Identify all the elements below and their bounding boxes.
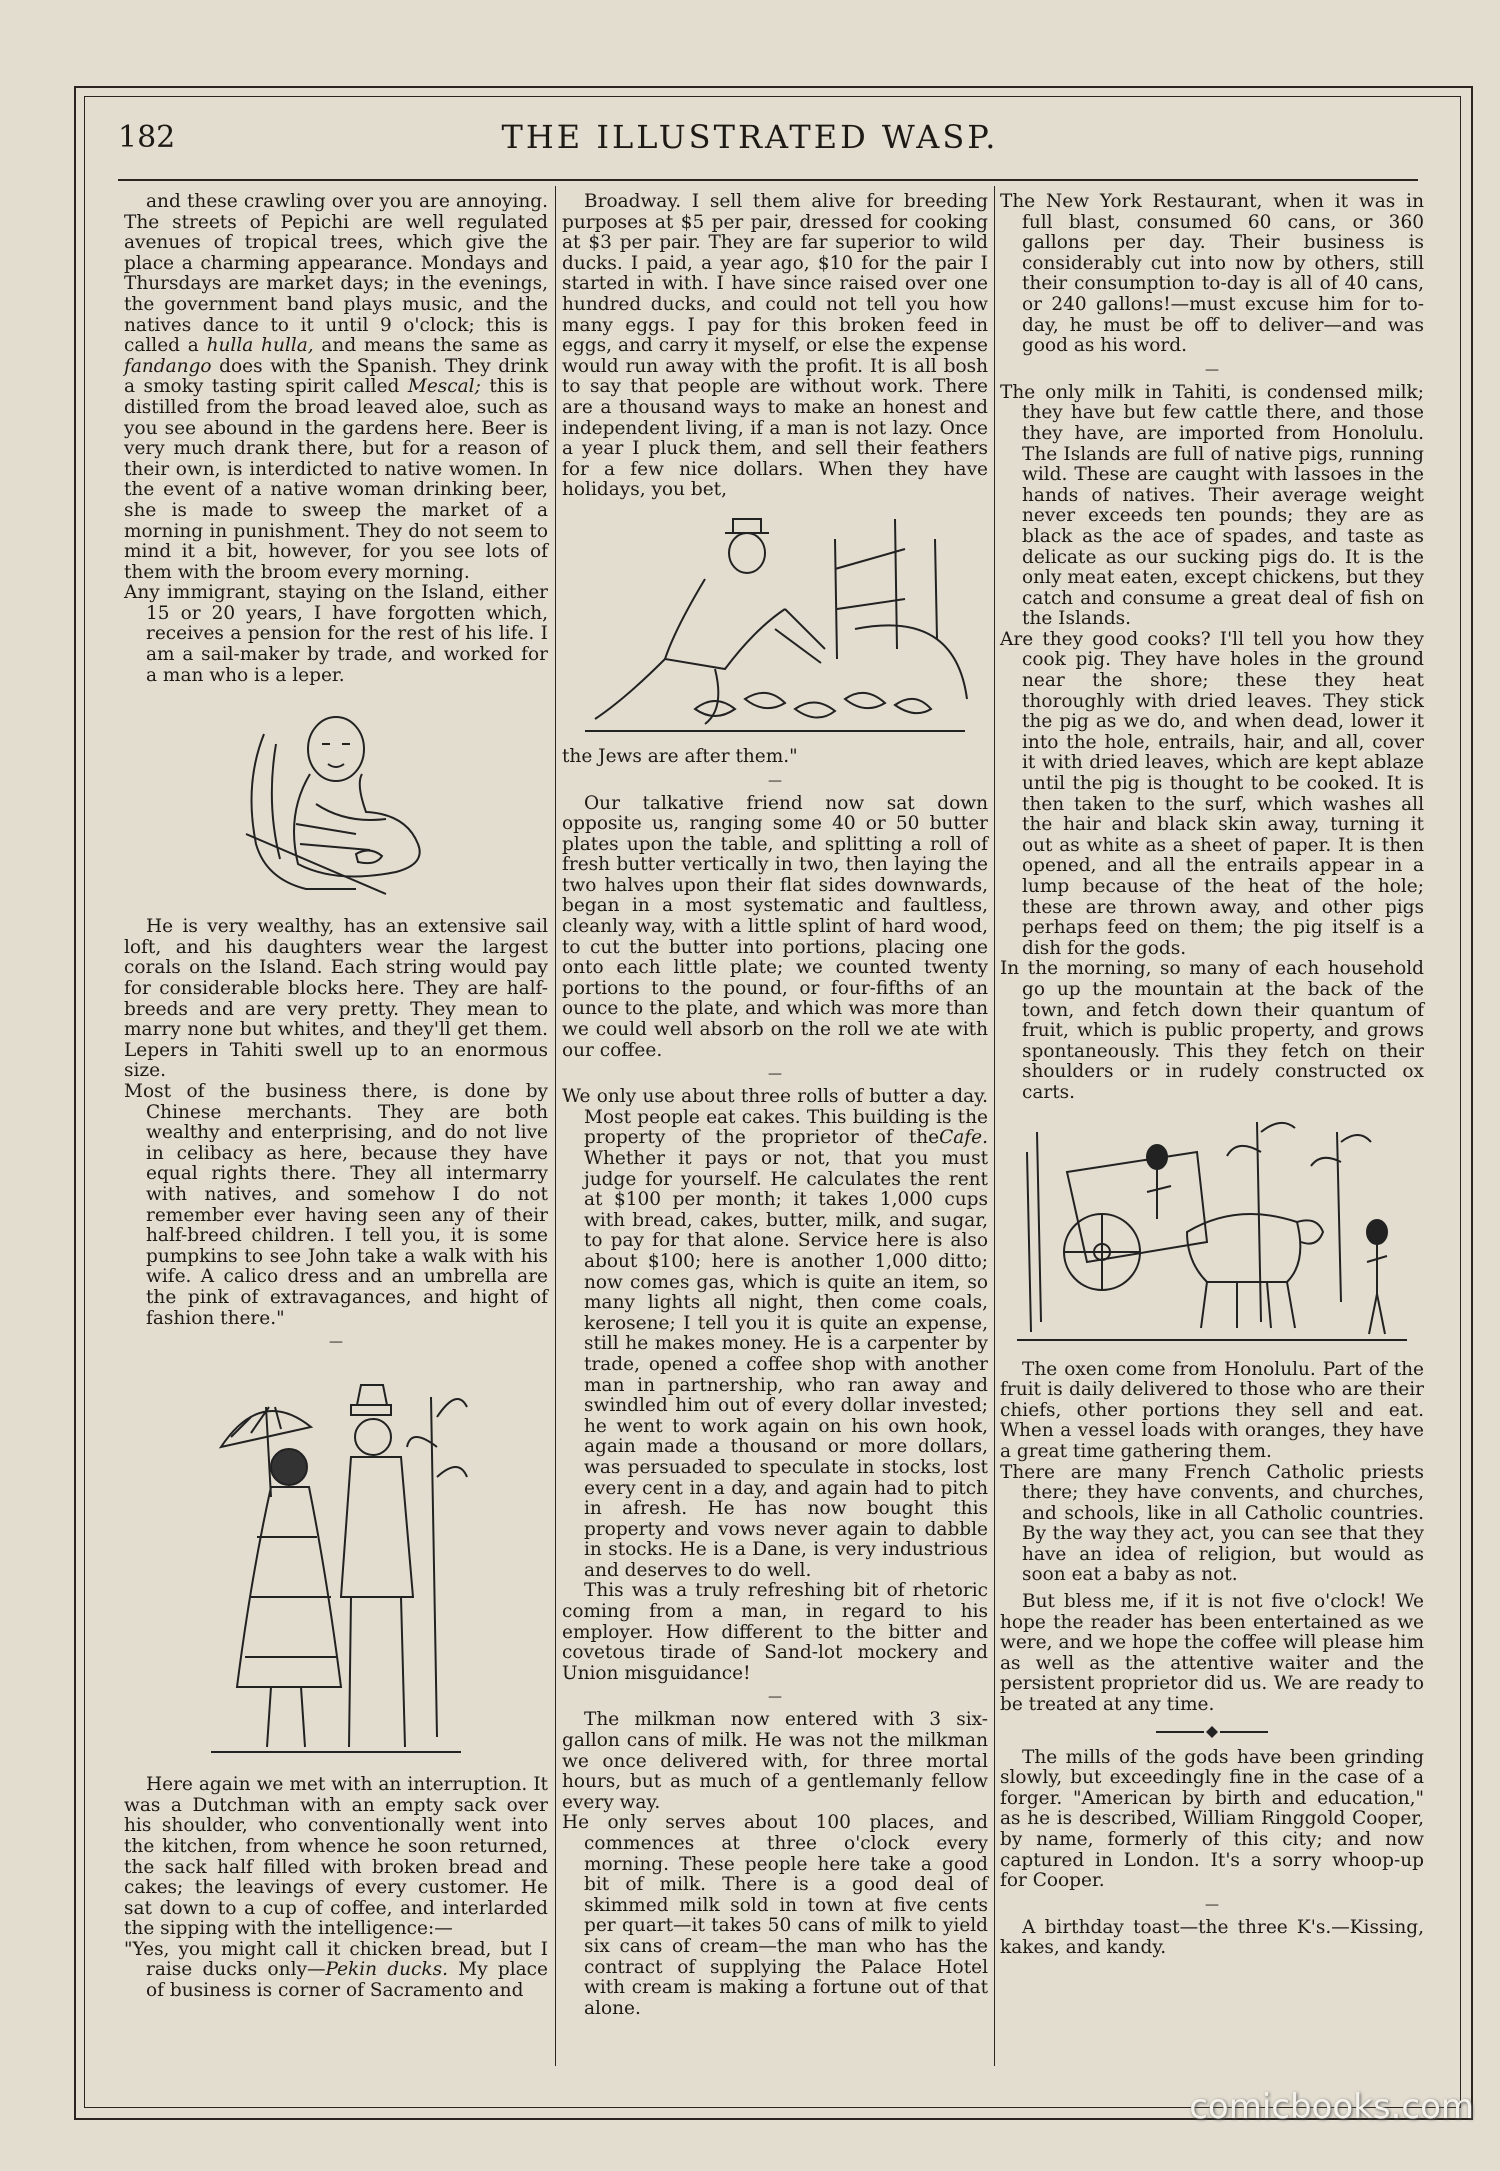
column-2: [562, 192, 988, 2019]
chinese-couple-illustration: [201, 1357, 471, 1767]
paragraph: Most of the business there, is done by Chinese merchants. They are both wealthy and enterprising, and do not live in celibacy as here, because they have equal rights there. They all intermarry with natives, and somehow I do not remember ever having seen any of their half-breed children. I tell you, it is some pumpkins to see John take a walk with his wife. A calico dress and an umbrella are the pink of extravagances, and hight of fashion there.": [124, 1081, 548, 1329]
paragraph: Our talkative friend now sat down opposite us, ranging some 40 or 50 butter plates upon the table, and splitting a roll of fresh butter vertically in two, then laying the two halves upon their flat sides downwards, began in a most systematic and faultless, cleanly way, with a little splint of hard wood, to cut the butter into portions, placing one onto each little plate; we counted twenty portions to the pound, or four-fifths of an ounce to the plate, and which was more than we could well absorb on the roll we ate with our coffee.: [562, 792, 988, 1061]
paragraph: We only use about three rolls of butter a day. Most people eat cakes. This building is the property of the proprietor of theCafe. Whether it pays or not, that you must judge for yourself. He calculates the rent at $100 per month; it takes 1,000 cups with bread, cakes, butter, milk, and sugar, to pay for that alone. Service here is also about $100; here is another 1,000 ditto; now comes gas, which is quite an item, so many lights all night, then come coals, kerosene; I tell you it is quite an expense, still he makes money. He is a carpenter by trade, opened a coffee shop with another man in partnership, who ran away and swindled him out of every dollar invested; he went to work again on his own hook, again made a thousand or more dollars, was persuaded to speculate in stocks, lost every cent in a day, and again had to pitch in afresh. He has now bought this property and vows never again to dabble in stocks. He is a Dane, is very industrious and deserves to do well.: [562, 1086, 988, 1581]
section-dash: —: [768, 1689, 782, 1706]
section-dash: —: [1205, 1896, 1219, 1913]
ornamental-divider: [1152, 1724, 1272, 1740]
section-dash: —: [768, 772, 782, 789]
section-dash: —: [329, 1334, 343, 1351]
paragraph: Broadway. I sell them alive for breeding purposes at $5 per pair, dressed for cooking at $3 per pair. They are far superior to wild ducks. I paid, a year ago, $10 for the pair I started in with. I have since raised over one hundred ducks, and could not tell you how many eggs. I pay for this broken feed in eggs, and carry it myself, or else the expense would run away with the profit. It is all bosh to say that people are without work. There are a thousand ways to make an honest and independent living, if a man is not lazy. Once a year I pluck them, and sell their feathers for a few nice dollars. When they have holidays, you bet,: [562, 191, 988, 501]
paragraph: "Yes, you might call it chicken bread, but I raise ducks only—Pekin ducks. My place of business is corner of Sacramento and: [124, 1938, 548, 2002]
paragraph: Here again we met with an interruption. It was a Dutchman with an empty sack over his shoulder, who conventionally went into the kitchen, from whence he soon returned, the sack half filled with broken bread and cakes; the leavings of every customer. He sat down to a cup of coffee, and interlarded the sipping with the intelligence:—: [124, 1774, 548, 1940]
column-rule-1: [555, 186, 556, 2066]
paragraph: Are they good cooks? I'll tell you how they cook pig. They have holes in the ground near the shore; these they heat thoroughly with dried leaves. They stick the pig as we do, and when dead, lower it into the hole, entrails, hair, and all, cover it with dried leaves, which are kept ablaze until the pig is thought to be cooked. It is then taken to the surf, which washes all the hair and black skin away, turning it out as white as a sheet of paper. It is then opened, and all the entrails appear in a lump because of the heat of the hole; these are thrown away, and other pigs perhaps feed on them; the pig itself is a dish for the gods.: [1000, 628, 1424, 959]
column-1: [124, 192, 548, 2002]
paragraph: and these crawling over you are annoying. The streets of Pepichi are well regulated avenues of tropical trees, which give the place a charming appearance. Mondays and Thursdays are market days; in the evenings, the government band plays music, and the natives dance to it until 9 o'clock; this is called a hulla hulla, and means the same as fandango does with the Spanish. They drink a smoky tasting spirit called Mescal; this is distilled from the broad leaved aloe, such as you see abound in the gardens here. Beer is very much drank there, but for a reason of their own, is interdicted to native women. In the event of a native woman drinking beer, she is made to sweep the market of a morning in punishment. They do not seem to mind it a bit, however, for you see lots of them with the broom every morning.: [124, 191, 548, 583]
page-number: 182: [118, 120, 176, 155]
ox-cart-illustration: [1007, 1112, 1417, 1352]
paragraph: This was a truly refreshing bit of rhetoric coming from a man, in regard to his employer. How different to the bitter and covetous tirade of Sand-lot mockery and Union misguidance!: [562, 1580, 988, 1684]
section-dash: —: [768, 1066, 782, 1083]
paragraph: He only serves about 100 places, and commences at three o'clock every morning. These people here take a good bit of milk. There is a good deal of skimmed milk sold in town at five cents per quart—it takes 50 cans of milk to yield six cans of cream—the man who has the contract of supplying the Palace Hotel with cream is making a fortune out of that alone.: [562, 1812, 988, 2019]
paragraph: But bless me, if it is not five o'clock! We hope the reader has been entertained as we were, and we hope the coffee will please him as well as the attentive waiter and the persistent proprietor did us. We are ready to be treated at any time.: [1000, 1591, 1424, 1716]
column-3: [1000, 192, 1424, 1959]
paragraph: The only milk in Tahiti, is condensed milk; they have but few cattle there, and those they have, are imported from Honolulu. The Islands are full of native pigs, running wild. These are caught with lassoes in the hands of natives. Their average weight never exceeds ten pounds; they are as black as the ace of spades, and taste as delicate as our sucking pigs do. It is the only meat eaten, except chickens, but they catch and consume a great deal of fish on the Islands.: [1000, 381, 1424, 630]
section-dash: —: [1205, 361, 1219, 378]
paragraph: the Jews are after them.": [562, 745, 798, 767]
paragraph: A birthday toast—the three K's.—Kissing, kakes, and kandy.: [1000, 1916, 1424, 1959]
paragraph: The oxen come from Honolulu. Part of the fruit is daily delivered to those who are their chiefs, other portions they sell and eat. When a vessel loads with oranges, they have a great time gathering them.: [1000, 1358, 1424, 1462]
duck-keeper-illustration: [575, 509, 975, 739]
watermark: comicbooks.com: [1189, 2087, 1474, 2127]
paragraph: The milkman now entered with 3 six-gallon cans of milk. He was not the milkman we once delivered with, for three mortal hours, but as much of a gentlemanly fellow every way.: [562, 1709, 988, 1813]
paragraph: He is very wealthy, has an extensive sail loft, and his daughters wear the largest corals on the Island. Each string would pay for considerable blocks here. They are half-breeds and are very pretty. They mean to marry none but whites, and they'll get them. Lepers in Tahiti swell up to an enormous size.: [124, 916, 548, 1082]
header-rule: [118, 179, 1418, 181]
column-rule-2: [994, 186, 995, 2066]
paragraph: The mills of the gods have been grinding slowly, but exceedingly fine in the case of a forger. "American by birth and education," as he is described, William Ringgold Cooper, by name, formerly of this city; and now captured in London. It's a sorry whoop-up for Cooper.: [1000, 1746, 1424, 1892]
paragraph: Any immigrant, staying on the Island, either 15 or 20 years, I have forgotten which, receives a pension for the rest of his life. I am a sail-maker by trade, and worked for a man who is a leper.: [124, 582, 548, 686]
paragraph: In the morning, so many of each household go up the mountain at the back of the town, and fetch down their quantum of fruit, which is public property, and grows spontaneously. This they fetch on their shoulders or in rudely constructed ox carts.: [1000, 958, 1424, 1103]
paragraph: The New York Restaurant, when it was in full blast, consumed 60 cans, or 360 gallons per day. Their business is considerably cut into now by others, still their consumption to-day is all of 40 cans, or 240 gallons!—must excuse him for to-day, he must be off to deliver—and was good as his word.: [1000, 191, 1424, 357]
leper-illustration: [236, 694, 436, 909]
masthead-title: THE ILLUSTRATED WASP.: [501, 118, 999, 156]
paragraph: There are many French Catholic priests there; they have convents, and churches, and schools, like in all Catholic countries. By the way they act, you can see that they have an idea of religion, but would as soon eat a baby as not.: [1000, 1461, 1424, 1586]
